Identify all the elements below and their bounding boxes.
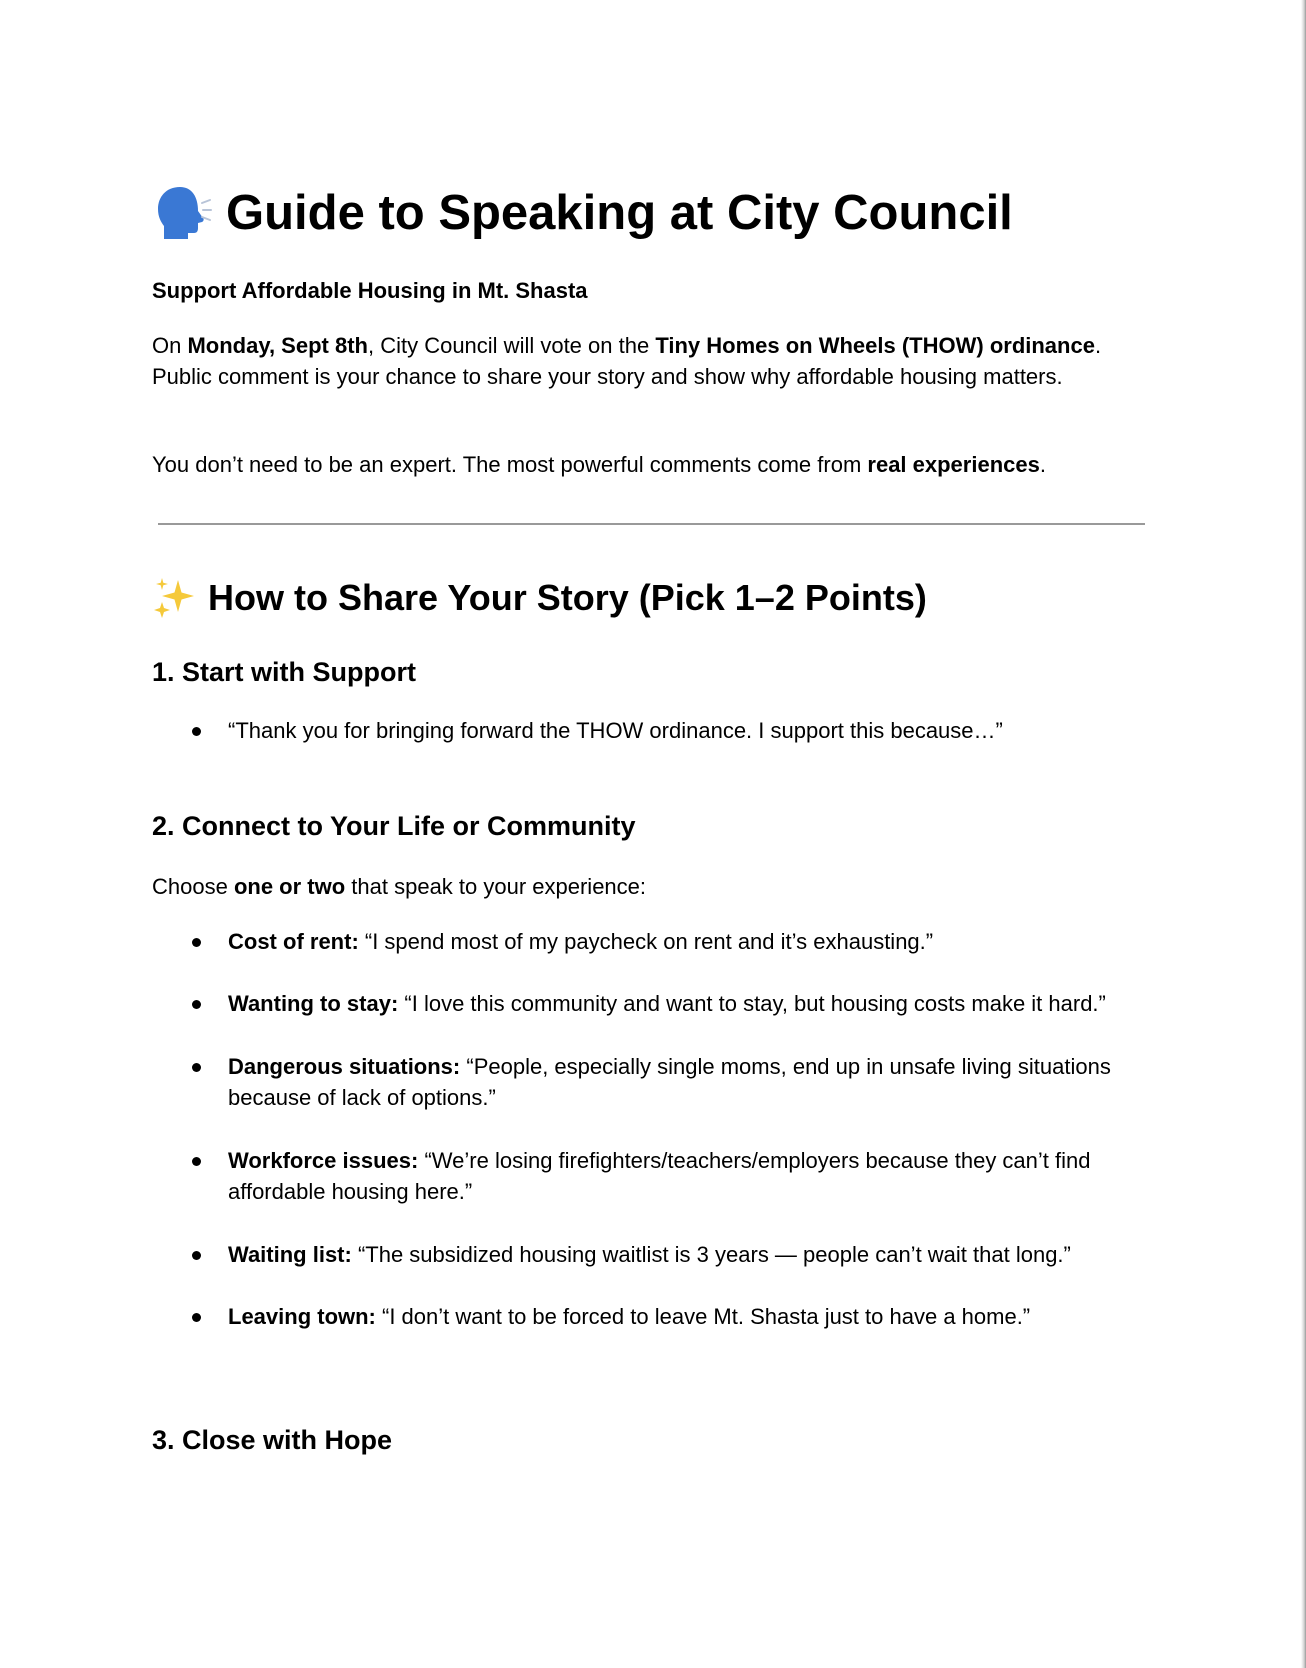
step1-list (152, 715, 1152, 746)
page-title (152, 178, 1013, 248)
page-title-text: Guide to Speaking at City Council (226, 186, 1013, 240)
real-experiences-text: real experiences (867, 452, 1040, 477)
list-item-text: “The subsidized housing waitlist is 3 years — people can’t wait that long.” (351, 1242, 1071, 1267)
intro-paragraph (152, 330, 1112, 392)
list-item-label: Leaving town: (228, 1304, 376, 1329)
expert-text: You don’t need to be an expert. The most powerful comments come from (152, 452, 868, 477)
list-item (152, 988, 1152, 1019)
list-item (152, 1051, 1152, 1113)
bullet-icon (192, 727, 201, 736)
subtitle: Support Affordable Housing in Mt. Shasta (152, 278, 588, 303)
section-heading (152, 573, 927, 623)
list-item (152, 1145, 1152, 1207)
sparkles-icon (152, 576, 196, 620)
list-item-text: “I spend most of my paycheck on rent and it’s exhausting.” (358, 929, 934, 954)
list-item-label: Workforce issues: (228, 1148, 419, 1173)
list-item (152, 1239, 1152, 1270)
bullet-icon (192, 1313, 201, 1322)
list-item-label: Waiting list: (228, 1242, 352, 1267)
expert-paragraph (152, 449, 1112, 480)
step2-list (152, 926, 1152, 1363)
list-item-label: Dangerous situations: (228, 1054, 461, 1079)
bullet-icon (192, 1251, 201, 1260)
expert-text: . (1039, 452, 1046, 477)
list-item-text: “We’re losing firefighters/teachers/employers because they can’t find affordable housing here.” (228, 1148, 1091, 1204)
list-item-text: “I don’t want to be forced to leave Mt. Shasta just to have a home.” (375, 1304, 1031, 1329)
step1-heading: 1. Start with Support (152, 657, 417, 687)
choose-text: Choose (152, 874, 234, 899)
step3-heading: 3. Close with Hope (152, 1425, 393, 1455)
page-edge-shadow (1301, 0, 1306, 1668)
intro-text: . Public comment is your chance to share your story and show why affordable housing matters. (152, 333, 1102, 389)
list-item (152, 715, 1152, 746)
bullet-icon (192, 1063, 201, 1072)
choose-paragraph (152, 871, 1112, 902)
list-item-label: Wanting to stay: (228, 991, 399, 1016)
step2-heading: 2. Connect to Your Life or Community (152, 811, 636, 841)
intro-text: On (152, 333, 188, 358)
bullet-icon (192, 1000, 201, 1009)
list-item-text: “I love this community and want to stay, but housing costs make it hard.” (398, 991, 1106, 1016)
intro-text: , City Council will vote on the (367, 333, 656, 358)
ordinance-name: Tiny Homes on Wheels (THOW) ordinance (655, 333, 1095, 358)
list-item (152, 926, 1152, 957)
speaking-head-icon (152, 183, 212, 243)
list-item-text: “Thank you for bringing forward the THOW ordinance. I support this because…” (228, 718, 1003, 743)
meeting-date: Monday, Sept 8th (187, 333, 368, 358)
bullet-icon (192, 1157, 201, 1166)
choose-text: that speak to your experience: (345, 874, 647, 899)
choose-bold-text: one or two (233, 874, 346, 899)
list-item-label: Cost of rent: (228, 929, 359, 954)
horizontal-divider (158, 523, 1145, 525)
list-item (152, 1301, 1152, 1332)
section-heading-text: How to Share Your Story (Pick 1–2 Points) (208, 577, 927, 618)
list-item-text: “People, especially single moms, end up in unsafe living situations because of lack of options.” (228, 1054, 1111, 1110)
bullet-icon (192, 938, 201, 947)
